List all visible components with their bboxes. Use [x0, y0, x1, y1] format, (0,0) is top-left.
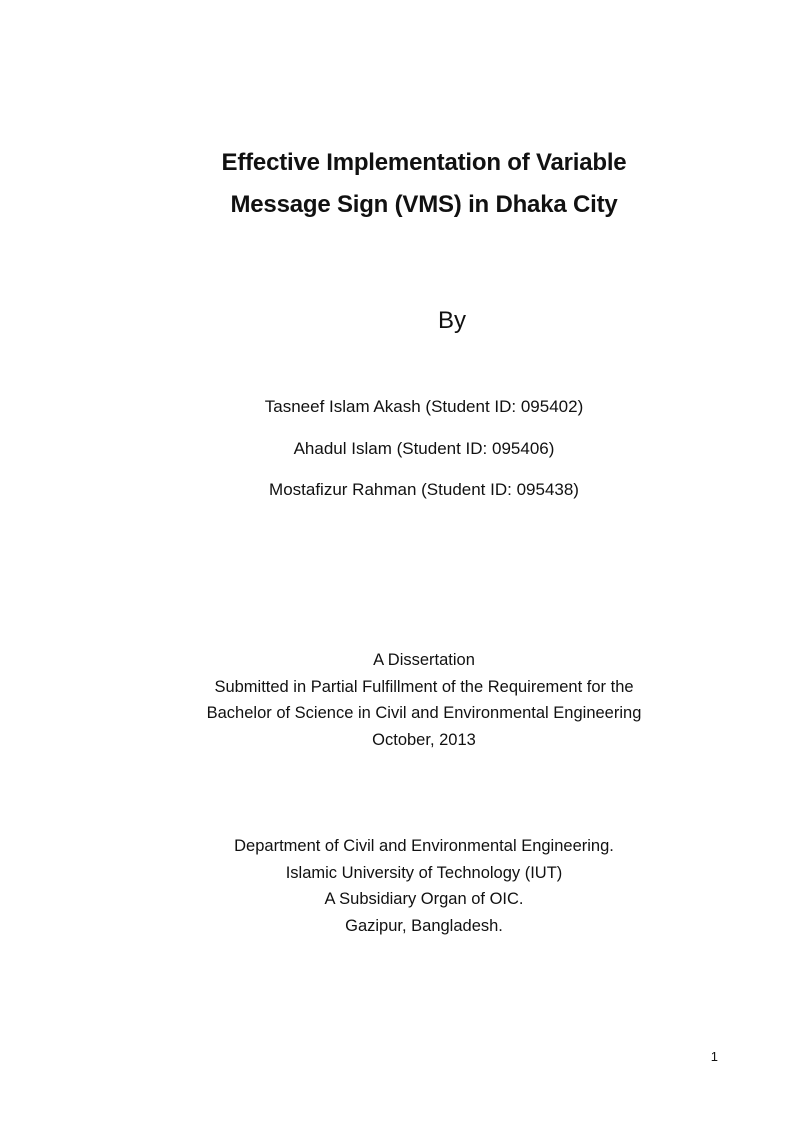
dissertation-line: Submitted in Partial Fulfillment of the Requirement for the	[214, 677, 634, 696]
by-label: By	[437, 307, 466, 334]
title-line-2: Message Sign (VMS) in Dhaka City	[230, 191, 618, 218]
dissertation-statement	[100, 647, 748, 753]
author-item: Mostafizur Rahman (Student ID: 095438)	[269, 480, 579, 499]
organ-line: A Subsidiary Organ of OIC.	[324, 890, 524, 908]
title-line-1: Effective Implementation of Variable	[221, 149, 627, 176]
dissertation-line: A Dissertation	[373, 651, 475, 669]
dissertation-line: Bachelor of Science in Civil and Environmental Engineering	[206, 704, 642, 722]
location-line: Gazipur, Bangladesh.	[345, 916, 503, 935]
page-number: 1	[710, 1049, 718, 1064]
department-block	[100, 833, 748, 939]
university-line: Islamic University of Technology (IUT)	[285, 863, 563, 882]
author-item: Tasneef Islam Akash (Student ID: 095402)	[264, 397, 584, 416]
dissertation-date: October, 2013	[372, 730, 476, 749]
author-list	[100, 396, 748, 521]
author-item: Ahadul Islam (Student ID: 095406)	[293, 438, 555, 458]
department-line: Department of Civil and Environmental Engineering.	[234, 837, 614, 855]
